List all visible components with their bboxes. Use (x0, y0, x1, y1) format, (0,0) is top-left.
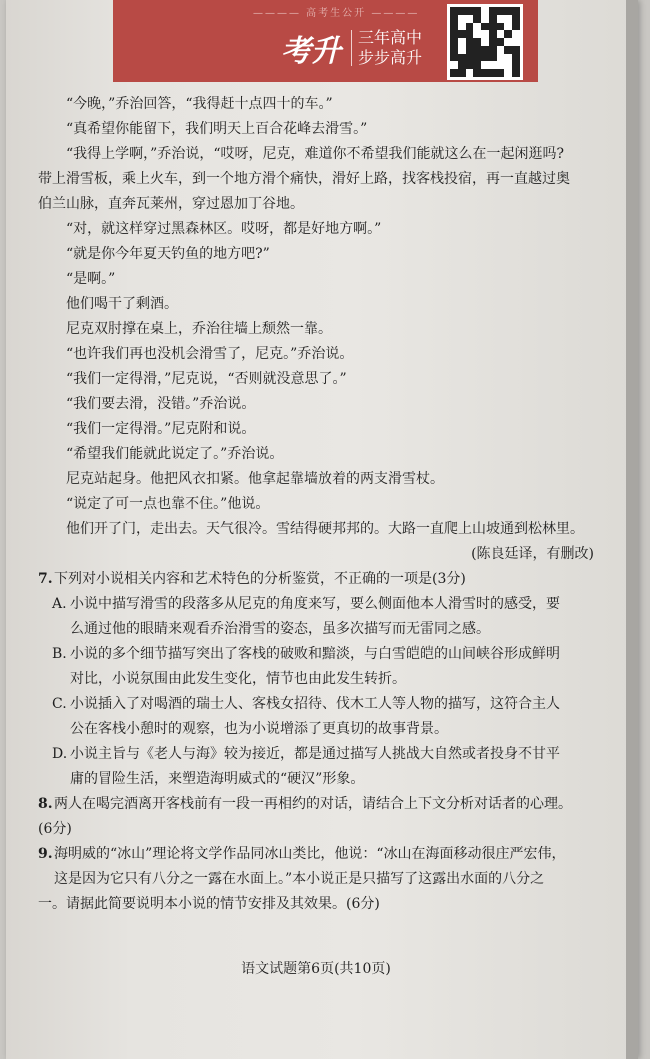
banner-divider (351, 30, 352, 66)
option-letter: C. (52, 696, 67, 712)
option-d-cont: 庸的冒险生活，来塑造海明威式的“硬汉”形象。 (70, 771, 365, 787)
story-line: “我们一定得滑。”尼克附和说。 (66, 421, 256, 437)
banner-slogan (358, 28, 422, 68)
story-line: 他们喝干了剩酒。 (66, 296, 178, 312)
question-7 (38, 567, 598, 592)
story-line: 带上滑雪板，乘上火车，到一个地方滑个痛快，滑好上路，找客栈投宿，再一直越过奥 (38, 171, 570, 187)
banner-logo: 考升 (281, 34, 341, 69)
story-line: “我们要去滑，没错。”乔治说。 (66, 396, 256, 412)
option-letter: B. (52, 646, 67, 662)
option-c (38, 692, 598, 717)
story-line: 他们开了门，走出去。天气很冷。雪结得硬邦邦的。大路一直爬上山坡通到松林里。 (66, 521, 584, 537)
story-line: “是啊。” (66, 271, 116, 287)
story-line: “就是你今年夏天钓鱼的地方吧?” (66, 246, 270, 262)
option-c-cont: 公在客栈小憩时的观察，也为小说增添了更真切的故事背景。 (70, 721, 448, 737)
question-9 (38, 842, 598, 867)
option-letter: D. (52, 746, 68, 762)
question-8-cont: (6分) (38, 821, 72, 837)
story-line: “我得上学啊，”乔治说，“哎呀，尼克，难道你不希望我们能就这么在一起闲逛吗? (66, 146, 564, 162)
story-line: 伯兰山脉，直奔瓦莱州，穿过恩加丁谷地。 (38, 196, 304, 212)
story-line: “也许我们再也没机会滑雪了，尼克。”乔治说。 (66, 346, 354, 362)
question-text: 下列对小说相关内容和艺术特色的分析鉴赏，不正确的一项是(3分) (54, 571, 466, 587)
page-footer: 语文试题第6页(共10页) (241, 961, 391, 977)
option-a (38, 592, 598, 617)
option-d (38, 742, 598, 767)
qr-code-icon (447, 4, 523, 80)
question-8 (38, 792, 598, 817)
question-9-cont: 这是因为它只有八分之一露在水面上。”本小说正是只描写了这露出水面的八分之 (54, 871, 545, 887)
story-line: “希望我们能就此说定了。”乔治说。 (66, 446, 284, 462)
story-line: “说定了可一点也靠不住。”他说。 (66, 496, 270, 512)
banner-slogan-line2: 步步高升 (358, 48, 423, 67)
question-number: 9. (38, 846, 53, 862)
story-line: 尼克双肘撑在桌上，乔治往墙上颓然一靠。 (66, 321, 332, 337)
story-line: “我们一定得滑，”尼克说，“否则就没意思了。” (66, 371, 347, 387)
option-text: 小说主旨与《老人与海》较为接近，都是通过描写人挑战大自然或者投身不甘平 (70, 746, 560, 762)
banner-slogan-line1: 三年高中 (358, 28, 423, 47)
question-text: 两人在喝完酒离开客栈前有一段一再相约的对话，请结合上下文分析对话者的心理。 (54, 796, 572, 812)
question-9-cont: 一。请据此简要说明本小说的情节安排及其效果。(6分) (38, 896, 380, 912)
watermark-banner (113, 0, 538, 82)
story-line: 尼克站起身。他把风衣扣紧。他拿起靠墙放着的两支滑雪杖。 (66, 471, 444, 487)
page-shadow-edge (626, 0, 638, 1059)
option-text: 小说插入了对喝酒的瑞士人、客栈女招待、伐木工人等人物的描写，这符合主人 (70, 696, 560, 712)
story-line: “真希望你能留下，我们明天上百合花峰去滑雪。” (66, 121, 368, 137)
option-b-cont: 对比，小说氛围由此发生变化，情节也由此发生转折。 (70, 671, 406, 687)
question-number: 8. (38, 796, 53, 812)
page-content (38, 92, 598, 917)
question-text: 海明威的“冰山”理论将文学作品同冰山类比，他说：“冰山在海面移动很庄严宏伟， (54, 846, 566, 862)
option-letter: A. (52, 596, 67, 612)
option-b (38, 642, 598, 667)
story-line: “对，就这样穿过黑森林区。哎呀，都是好地方啊。” (66, 221, 382, 237)
option-text: 小说的多个细节描写突出了客栈的破败和黯淡，与白雪皑皑的山间峡谷形成鲜明 (70, 646, 560, 662)
banner-top-text: ———— 高考生公开 ———— (253, 8, 420, 19)
option-a-cont: 么通过他的眼睛来观看乔治滑雪的姿态，虽多次描写而无雷同之感。 (70, 621, 490, 637)
option-text: 小说中描写滑雪的段落多从尼克的角度来写，要么侧面他本人滑雪时的感受，要 (70, 596, 560, 612)
question-number: 7. (38, 571, 53, 587)
story-line: “今晚，”乔治回答，“我得赶十点四十的车。” (66, 96, 333, 112)
translator-credit: (陈良廷译，有删改) (471, 546, 594, 562)
